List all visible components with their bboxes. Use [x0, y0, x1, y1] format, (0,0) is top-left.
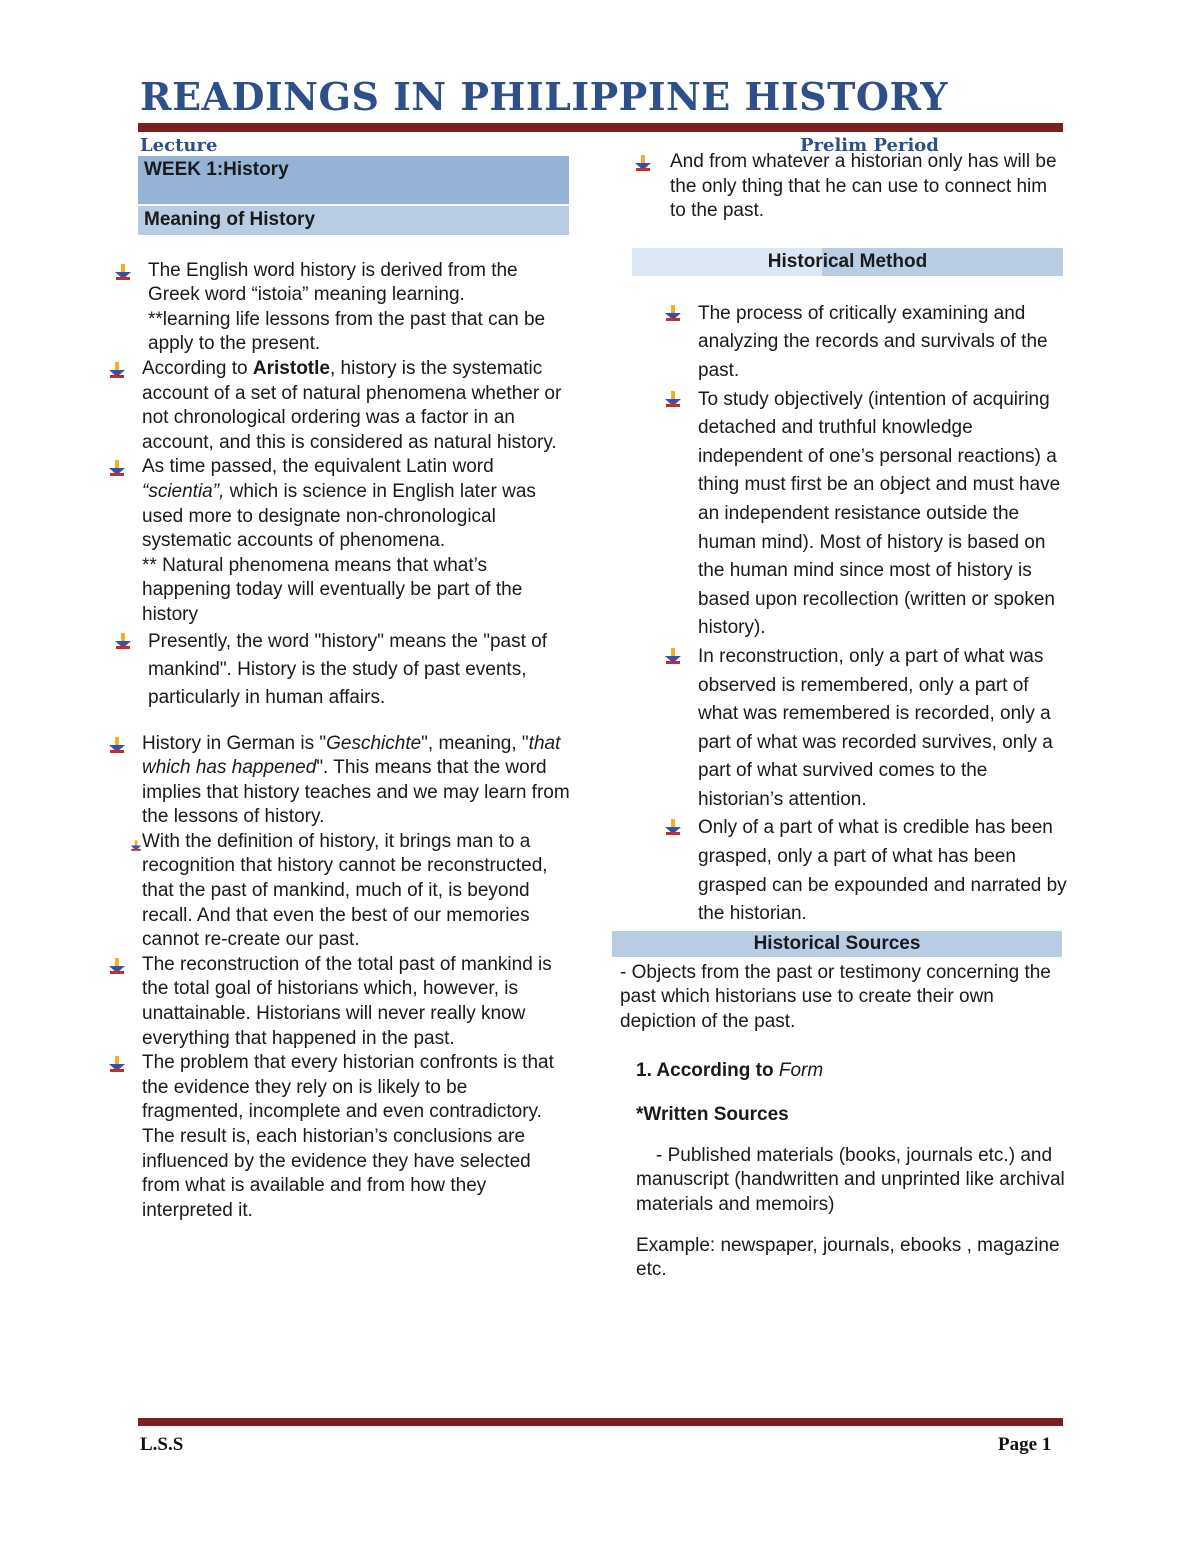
lecture-label: Lecture	[140, 135, 218, 156]
page-number: Page 1	[998, 1434, 1052, 1455]
bullet-aristotle: According to Aristotle, history is the systematic account of a set of natural phenomena whether or not chronological ordering was a factor in an account, and this is considered as natural history.	[108, 357, 573, 455]
right-column	[612, 150, 1067, 1283]
bullet-geschichte: History in German is "Geschichte", meaning, "that which has happened". This means that the word implies that history teaches and we may learn from the lessons of history.	[108, 732, 573, 830]
bullet-in-reconstruction: In reconstruction, only a part of what was observed is remembered, only a part of what was remembered is recorded, only a part of what was recorded survives, only a part of what survived comes to the historian’s attention.	[612, 643, 1067, 815]
arrow-bullet-icon	[108, 362, 126, 378]
arrow-bullet-icon	[114, 633, 132, 649]
week-heading: WEEK 1:History	[138, 156, 569, 204]
historical-method-heading: Historical Method	[632, 248, 1063, 276]
bullet-only-thing: And from whatever a historian only has will be the only thing that he can use to connect him to the past.	[612, 150, 1067, 224]
arrow-bullet-icon	[108, 460, 126, 476]
arrow-bullet-icon	[108, 1056, 126, 1072]
document-title: READINGS IN PHILIPPINE HISTORY	[140, 74, 948, 119]
period-label: Prelim Period	[800, 135, 939, 156]
arrow-bullet-icon	[664, 819, 682, 835]
meaning-heading: Meaning of History	[138, 206, 569, 235]
bullet-etymology: The English word history is derived from the Greek word “istoia” meaning learning.	[108, 259, 573, 308]
arrow-bullet-icon	[108, 958, 126, 974]
top-divider	[138, 123, 1063, 132]
written-sources-label: *Written Sources	[636, 1104, 789, 1126]
bullet-process: The process of critically examining and analyzing the records and survivals of the past.	[612, 300, 1067, 386]
note-life-lessons: **learning life lessons from the past that can be apply to the present.	[148, 308, 546, 355]
bullet-presently: Presently, the word "history" means the "past of mankind". History is the study of past events, particularly in human affairs.	[108, 628, 573, 712]
sources-definition: - Objects from the past or testimony concerning the past which historians use to create their own depiction of the past.	[620, 961, 1051, 1033]
bottom-divider	[138, 1418, 1063, 1426]
footer-initials: L.S.S	[140, 1434, 184, 1455]
bullet-credible: Only of a part of what is credible has been grasped, only a part of what has been grasped can be expounded and narrated by the historian.	[612, 814, 1067, 928]
arrow-bullet-icon	[664, 391, 682, 407]
bullet-scientia: As time passed, the equivalent Latin word “scientia”, which is science in English later was used more to designate non-chronological systematic accounts of phenomena.	[108, 455, 573, 553]
note-natural-phenomena: ** Natural phenomena means that what’s happening today will eventually be part of the history	[142, 554, 523, 625]
published-materials: - Published materials (books, journals etc.) and manuscript (handwritten and unprinted like archival materials and memoirs)	[636, 1144, 1065, 1215]
bullet-reconstruction: The reconstruction of the total past of mankind is the total goal of historians which, however, is unattainable. Historians will never really know everything that happened in the past.	[108, 953, 573, 1051]
example-text: Example: newspaper, journals, ebooks , magazine etc.	[636, 1234, 1060, 1281]
according-to-form: 1. According to Form	[636, 1059, 824, 1081]
arrow-bullet-icon	[634, 155, 652, 171]
arrow-bullet-icon	[108, 737, 126, 753]
left-column	[108, 150, 573, 1223]
bullet-definition: With the definition of history, it brings man to a recognition that history cannot be reconstructed, that the past of mankind, much of it, is beyond recall. And that even the best of our memories cannot re-create our past.	[108, 830, 573, 953]
arrow-bullet-icon	[130, 840, 142, 851]
bullet-objectively: To study objectively (intention of acquiring detached and truthful knowledge independent of one’s personal reactions) a thing must first be an object and must have an independent resistance outside the human mind). Most of history is based on the human mind since most of history is based upon recollection (written or spoken history).	[612, 386, 1067, 643]
arrow-bullet-icon	[664, 305, 682, 321]
bullet-problem: The problem that every historian confronts is that the evidence they rely on is likely to be fragmented, incomplete and even contradictory. The result is, each historian’s conclusions are influenced by the evidence they have selected from what is available and from how they interpreted it.	[108, 1051, 573, 1223]
arrow-bullet-icon	[114, 264, 132, 280]
historical-sources-heading: Historical Sources	[612, 931, 1062, 957]
arrow-bullet-icon	[664, 648, 682, 664]
